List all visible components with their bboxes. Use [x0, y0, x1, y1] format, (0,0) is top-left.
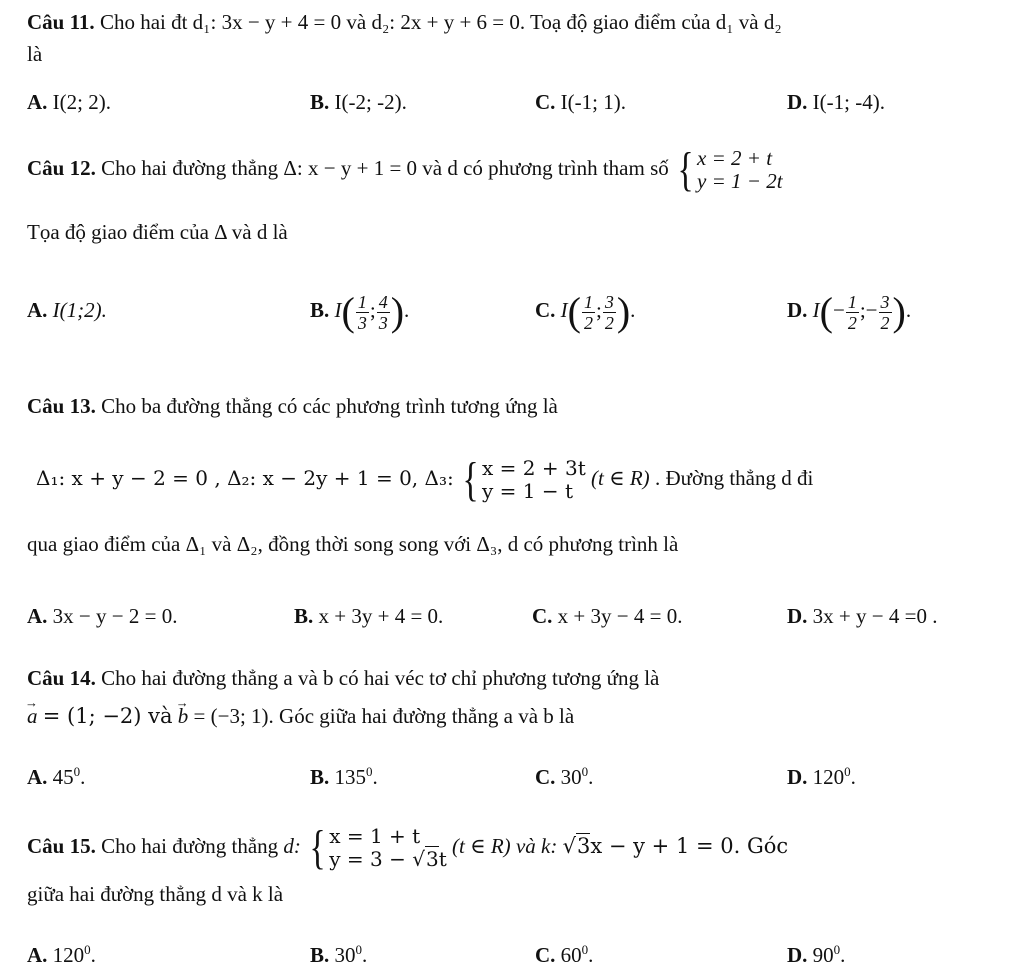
q12-label: Câu 12.: [27, 156, 96, 180]
fraction-numerator: 3: [880, 291, 890, 312]
q14-stem: Cho hai đường thẳng a và b có hai véc tơ chỉ phương tương ứng là: [101, 666, 660, 690]
q14-option-d: [787, 752, 856, 797]
q13-equations-line: [36, 452, 814, 507]
fraction-numerator: 1: [847, 291, 857, 312]
fraction-numerator: 4: [378, 291, 388, 312]
fraction-denominator: 2: [584, 312, 593, 333]
option-text: I(-2; -2).: [334, 90, 407, 114]
option-text: 90: [812, 943, 834, 967]
option-letter: C.: [535, 298, 556, 322]
q15-option-b: [310, 930, 367, 975]
degree-mark: 0: [833, 942, 841, 957]
q12-options: [27, 282, 1017, 338]
q12-stem: Cho hai đường thẳng Δ: x − y + 1 = 0 và d có phương trình tham số: [101, 156, 669, 180]
q13-tail-text: . Đường thẳng d đi: [654, 466, 814, 490]
option-letter: B.: [310, 943, 330, 967]
q11-option-d: [787, 82, 885, 122]
fraction-denominator: 2: [847, 312, 857, 333]
point-name: I: [812, 298, 820, 322]
option-letter: A.: [27, 90, 48, 114]
q13-option-c: [532, 596, 682, 636]
option-text: x + 3y − 4 = 0.: [557, 604, 683, 628]
option-text: I(-1; -4).: [812, 90, 885, 114]
fraction-numerator: 1: [584, 291, 593, 312]
vector-a: → a: [27, 702, 38, 730]
period: .: [840, 943, 846, 967]
system-line: x = 2 + 3t: [482, 456, 586, 481]
fraction-numerator: 3: [604, 291, 614, 312]
q11-stem-line1: [27, 8, 782, 36]
q14-label: Câu 14.: [27, 666, 96, 690]
option-text: 135: [334, 765, 367, 789]
option-text: 60: [560, 943, 582, 967]
system-line: x = 1 + t: [329, 824, 421, 849]
q11-label: Câu 11.: [27, 10, 95, 34]
option-text: 45: [52, 765, 74, 789]
period: .: [362, 943, 368, 967]
option-letter: A.: [27, 943, 48, 967]
q12-option-b: B. I( $\frac{1}{3}$ ; $\frac{4}{3}$ ).: [310, 289, 410, 335]
q12-stem-line2: Tọa độ giao điểm của Δ và d là: [27, 220, 288, 244]
q15-option-d: [787, 930, 845, 975]
q14-option-a: [27, 752, 85, 797]
option-letter: B.: [310, 765, 330, 789]
system-line: y = 1 − 2t: [697, 169, 783, 194]
system-line: y = 1 − t: [482, 479, 574, 504]
brace-icon: {: [677, 143, 694, 197]
q14-option-c: [535, 752, 593, 797]
q13-param-system: [459, 453, 586, 507]
period: .: [80, 765, 86, 789]
option-text: 3x + y − 4 =0 .: [812, 604, 938, 628]
option-letter: A.: [27, 765, 48, 789]
degree-mark: 0: [581, 764, 589, 779]
fraction-numerator: 1: [357, 291, 367, 312]
fraction-denominator: 2: [880, 312, 890, 333]
q12-stem-line1: [27, 140, 783, 196]
q12-option-d: D. I(− $\frac{1}{2}$ ;− $\frac{3}{2}$ ).: [787, 289, 912, 335]
q13-option-d: [787, 596, 937, 636]
point-name: I: [334, 298, 342, 322]
q14-option-b: [310, 752, 378, 797]
q13-options: [27, 596, 1017, 636]
option-text: 30: [560, 765, 582, 789]
q12-param-system: [674, 143, 783, 197]
q11-stem-line2: là: [27, 42, 43, 66]
degree-mark: 0: [73, 764, 81, 779]
system-line-end: t: [438, 847, 447, 872]
sqrt-value: 3: [425, 847, 439, 872]
degree-mark: 0: [355, 942, 363, 957]
degree-mark: 0: [581, 942, 589, 957]
fraction-denominator: 3: [357, 312, 367, 333]
q14-options: [27, 752, 1017, 792]
q14-stem-line2: [27, 702, 574, 730]
q13-stem-line1: [27, 392, 558, 420]
option-text: I(-1; 1).: [560, 90, 626, 114]
option-letter: D.: [787, 90, 808, 114]
option-letter: B.: [310, 90, 330, 114]
q11-option-b: [310, 82, 407, 122]
option-text: I(1;2).: [52, 298, 107, 322]
point-name: I: [560, 298, 568, 322]
q15-stem: Cho hai đường thẳng: [101, 834, 279, 858]
fraction-denominator: 3: [378, 312, 388, 333]
option-text: 120: [52, 943, 85, 967]
option-letter: D.: [787, 298, 808, 322]
brace-icon: {: [309, 821, 326, 875]
q13-stem-line3: qua giao điểm của Δ₁ và Δ₂, đồng thời song song với Δ₃, d có phương trình là: [27, 532, 679, 556]
degree-mark: 0: [84, 942, 91, 957]
period: .: [588, 765, 594, 789]
sqrt-value: 3: [576, 834, 591, 858]
option-text: 30: [334, 943, 356, 967]
q15-option-c: [535, 930, 593, 975]
system-line-start: y = 3 −: [329, 847, 406, 872]
option-text: x + 3y + 4 = 0.: [318, 604, 444, 628]
option-text: 3x − y − 2 = 0.: [52, 604, 178, 628]
option-letter: C.: [535, 943, 556, 967]
q13-label: Câu 13.: [27, 394, 96, 418]
option-letter: C.: [535, 765, 556, 789]
option-letter: B.: [294, 604, 314, 628]
option-text: 120: [812, 765, 845, 789]
option-letter: A.: [27, 604, 48, 628]
system-line: x = 2 + t: [697, 146, 773, 171]
q13-line-equations: Δ₁: x + y − 2 = 0 , Δ₂: x − 2y + 1 = 0, Δ₃:: [36, 466, 454, 490]
system-line: y = 3 − √3t: [329, 847, 447, 872]
vector-b-value: = (−3; 1). Góc giữa hai đường thẳng a và b là: [193, 704, 575, 728]
brace-icon: {: [462, 453, 479, 507]
q11-option-c: [535, 82, 626, 122]
q15-stem-line1: Câu 15. Cho hai đường thẳng d: { x = 1 + t y = 3 − √3t (t ∈ R) và k: √3x − y + 1 = 0. Góc: [27, 821, 789, 875]
vector-a-value: = (1; −2) và: [42, 704, 173, 728]
period: .: [850, 765, 856, 789]
period: .: [372, 765, 378, 789]
q14-stem-line1: [27, 664, 659, 692]
q12-option-a: [27, 282, 107, 338]
option-letter: C.: [532, 604, 553, 628]
line-d-label: d:: [283, 834, 301, 858]
q13-option-b: [294, 596, 443, 636]
q15-param-system: [306, 821, 447, 875]
q15-stem-line2: giữa hai đường thẳng d và k là: [27, 882, 284, 906]
q12-option-c: C. I( $\frac{1}{2}$ ; $\frac{3}{2}$ ).: [535, 289, 636, 335]
degree-mark: 0: [844, 764, 851, 779]
q11-option-a: [27, 82, 111, 122]
period: .: [90, 943, 96, 967]
option-letter: B.: [310, 298, 330, 322]
q15-option-a: [27, 930, 96, 975]
q13-option-a: [27, 596, 177, 636]
option-letter: D.: [787, 765, 808, 789]
vector-b: → b: [178, 702, 189, 730]
q15-label: Câu 15.: [27, 834, 96, 858]
fraction-denominator: 2: [604, 312, 614, 333]
q13-condition: (t ∈ R): [590, 466, 650, 490]
q15-line-k-label: và k:: [515, 834, 558, 858]
option-letter: D.: [787, 604, 808, 628]
q11-stem: Cho hai đt d₁: 3x − y + 4 = 0 và d₂: 2x + y + 6 = 0. Toạ độ giao điểm của d₁ và d₂: [99, 10, 782, 34]
q15-k-equation: x − y + 1 = 0. Góc: [590, 834, 789, 858]
option-text: I(2; 2).: [52, 90, 111, 114]
degree-mark: 0: [366, 764, 373, 779]
q11-options: [27, 82, 1017, 122]
option-letter: D.: [787, 943, 808, 967]
option-letter: C.: [535, 90, 556, 114]
q15-condition: (t ∈ R): [451, 834, 511, 858]
q15-options: [27, 930, 1017, 970]
period: .: [588, 943, 594, 967]
q13-stem: Cho ba đường thẳng có các phương trình tương ứng là: [101, 394, 558, 418]
option-letter: A.: [27, 298, 48, 322]
